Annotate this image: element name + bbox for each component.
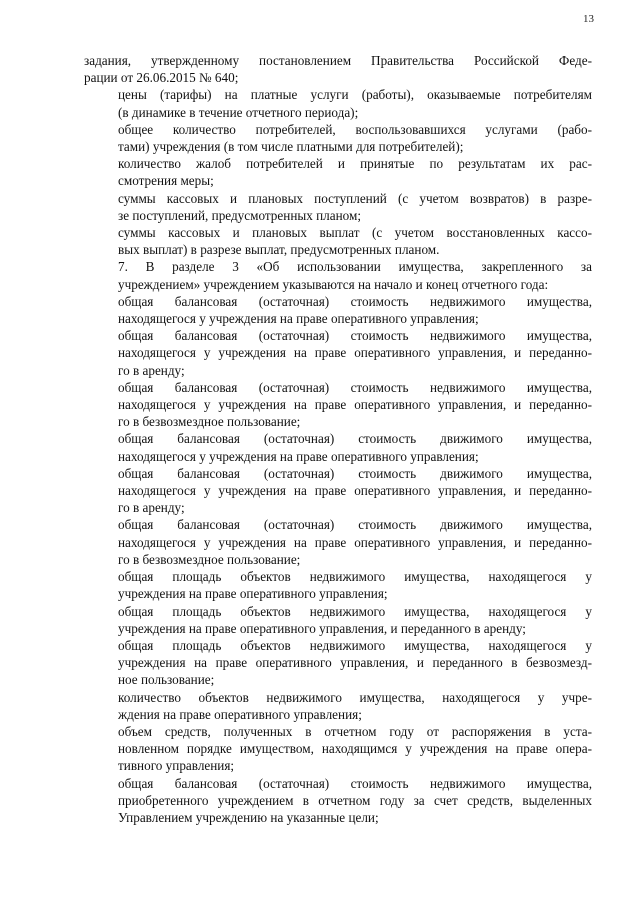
text-line: го в безвозмездное пользование;: [118, 414, 301, 430]
text-line: количество жалоб потребителей и принятые по результатам их рас-: [118, 156, 592, 172]
paragraph: [84, 379, 592, 431]
paragraph: [84, 516, 592, 568]
text-line: общая балансовая (остаточная) стоимость движимого имущества,: [118, 431, 592, 447]
text-line: тивного управления;: [118, 758, 235, 774]
text-line: тами) учреждения (в том числе платными для потребителей);: [118, 139, 464, 155]
text-line: объем средств, полученных в отчетном году от распоряжения в уста-: [118, 723, 592, 739]
text-line: цены (тарифы) на платные услуги (работы), оказываемые потребителям: [118, 87, 592, 103]
text-line: общая балансовая (остаточная) стоимость движимого имущества,: [118, 517, 592, 533]
text-line: находящегося у учреждения на праве оперативного управления, и переданно-: [118, 397, 592, 413]
text-line: (в динамике в течение отчетного периода);: [118, 104, 359, 120]
text-line: общая площадь объектов недвижимого имущества, находящегося у: [118, 569, 592, 585]
paragraph: [84, 689, 592, 723]
paragraph: [84, 568, 592, 602]
text-line: го в безвозмездное пользование;: [118, 551, 301, 567]
text-line: находящегося у учреждения на праве оперативного управления, и переданно-: [118, 534, 592, 550]
text-line: находящегося у учреждения на праве оперативного управления, и переданно-: [118, 483, 592, 499]
page-number: 13: [583, 13, 594, 25]
text-line: общая площадь объектов недвижимого имущества, находящегося у: [118, 637, 592, 653]
text-line: ное пользование;: [118, 672, 215, 688]
text-line: находящегося у учреждения на праве оперативного управления;: [118, 448, 479, 464]
text-line: количество объектов недвижимого имущества, находящегося у учре-: [118, 689, 592, 705]
paragraph: [84, 327, 592, 379]
text-line: го в аренду;: [118, 362, 185, 378]
text-line: общая площадь объектов недвижимого имущества, находящегося у: [118, 603, 592, 619]
paragraph: [84, 224, 592, 258]
paragraph: [84, 723, 592, 775]
paragraph: [84, 637, 592, 689]
text-line: вых выплат) в разрезе выплат, предусмотренных планом.: [118, 242, 440, 258]
text-line: го в аренду;: [118, 500, 185, 516]
text-line: общая балансовая (остаточная) стоимость недвижимого имущества,: [118, 293, 592, 309]
text-line: общая балансовая (остаточная) стоимость движимого имущества,: [118, 465, 592, 481]
paragraph: [84, 190, 592, 224]
text-line: смотрения меры;: [118, 173, 214, 189]
text-line: учреждения на праве оперативного управления, и переданного в аренду;: [118, 620, 526, 636]
text-line: рации от 26.06.2015 № 640;: [84, 70, 239, 86]
paragraph: [84, 121, 592, 155]
text-line: ждения на праве оперативного управления;: [118, 706, 362, 722]
paragraph: [84, 775, 592, 827]
document-body: [84, 52, 592, 826]
paragraph: [84, 430, 592, 464]
paragraph: [84, 465, 592, 517]
text-line: находящегося у учреждения на праве оперативного управления, и переданно-: [118, 345, 592, 361]
paragraph: [84, 293, 592, 327]
text-line: зе поступлений, предусмотренных планом;: [118, 207, 362, 223]
text-line: общая балансовая (остаточная) стоимость недвижимого имущества,: [118, 328, 592, 344]
text-line: новленном порядке имуществом, находящимся у учреждения на праве опера-: [118, 741, 592, 757]
text-line: Управлением учреждению на указанные цели;: [118, 809, 379, 825]
text-line: общая балансовая (остаточная) стоимость недвижимого имущества,: [118, 379, 592, 395]
text-line: учреждением» учреждением указываются на начало и конец отчетного года:: [118, 276, 549, 292]
paragraph: [84, 86, 592, 120]
text-line: общая балансовая (остаточная) стоимость недвижимого имущества,: [118, 775, 592, 791]
paragraph: [84, 52, 592, 86]
text-line: суммы кассовых и плановых поступлений (с учетом возвратов) в разре-: [118, 190, 592, 206]
paragraph: [84, 603, 592, 637]
text-line: суммы кассовых и плановых выплат (с учетом восстановленных кассо-: [118, 225, 592, 241]
text-line: приобретенного учреждением в отчетном году за счет средств, выделенных: [118, 792, 592, 808]
text-line: 7. В разделе 3 «Об использовании имущества, закрепленного за: [118, 259, 592, 275]
text-line: общее количество потребителей, воспользовавшихся услугами (рабо-: [118, 121, 592, 137]
text-line: находящегося у учреждения на праве оперативного управления;: [118, 311, 479, 327]
text-line: учреждения на праве оперативного управления;: [118, 586, 388, 602]
text-line: учреждения на праве оперативного управления, и переданного в безвозмезд-: [118, 655, 592, 671]
paragraph: [84, 155, 592, 189]
text-line: задания, утвержденному постановлением Правительства Российской Феде-: [84, 53, 592, 68]
paragraph: [84, 258, 592, 292]
